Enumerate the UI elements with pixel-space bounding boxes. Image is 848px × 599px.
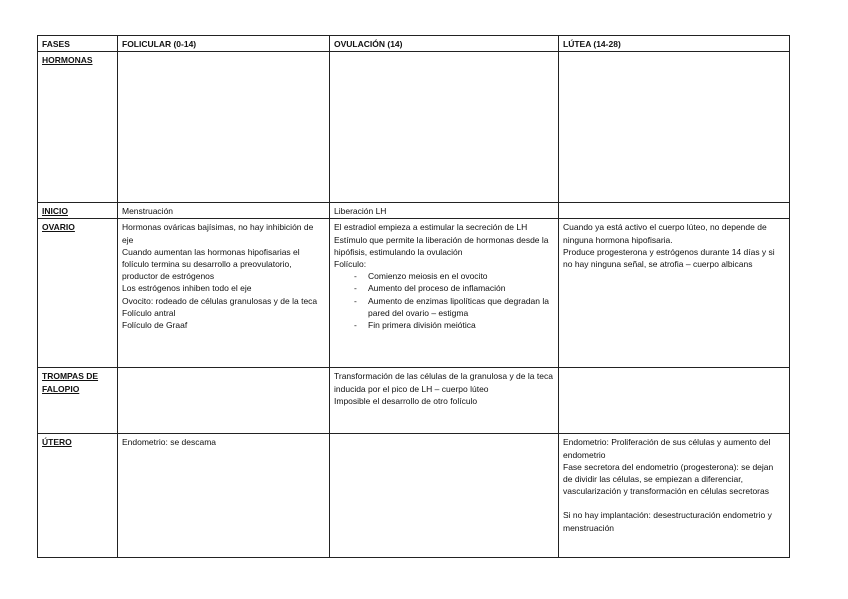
label-trompas: TROMPAS DE FALOPIO: [38, 368, 118, 434]
row-utero: [38, 434, 790, 558]
cell-utero-lutea: [559, 434, 790, 558]
text-line: Cuando aumentan las hormonas hipofisarias el folículo termina su desarrollo a preovulatorio, productor de estrógenos: [122, 246, 300, 282]
text-line: Fase secretora del endometrio (progesterona): se dejan de dividir las células, se empiezan a diferenciar, vascularización y transformación en células secretoras: [563, 461, 774, 497]
text-line: Hormonas ováricas bajísimas, no hay inhibición de eje: [122, 222, 314, 245]
row-trompas: [38, 368, 790, 434]
text-line: Endometrio: Proliferación de sus células y aumento del endometrio: [563, 437, 771, 460]
cell-hormonas-ovulacion: [330, 52, 559, 203]
cell-ovario-folicular: [118, 219, 330, 368]
label-utero: ÚTERO: [38, 434, 118, 558]
header-fases: FASES: [38, 36, 118, 52]
list-item: - Comienzo meiosis en el ovocito: [358, 270, 554, 282]
text-line: Folículo antral: [122, 307, 176, 318]
cell-trompas-folicular: [118, 368, 330, 434]
cell-inicio-lutea: [559, 203, 790, 219]
text-line: Los estrógenos inhiben todo el eje: [122, 283, 252, 294]
header-row: [38, 36, 790, 52]
cell-inicio-folicular: Menstruación: [118, 203, 330, 219]
row-ovario: [38, 219, 790, 368]
foliculo-list: [334, 270, 554, 331]
phases-table: [37, 35, 790, 558]
row-inicio: [38, 203, 790, 219]
text-line: Imposible el desarrollo de otro folículo: [334, 395, 478, 406]
header-ovulacion: OVULACIÓN (14): [330, 36, 559, 52]
cell-inicio-ovulacion: Liberación LH: [330, 203, 559, 219]
cell-hormonas-lutea: [559, 52, 790, 203]
cell-ovario-lutea: [559, 219, 790, 368]
text-line: Transformación de las células de la granulosa y de la teca inducida por el pico de LH – cuerpo lúteo: [334, 371, 553, 394]
text-line: Produce progesterona y estrógenos durante 14 días y si no hay ninguna señal, se atrofia – cuerpo albicans: [563, 246, 775, 270]
cell-ovario-ovulacion: [330, 219, 559, 368]
cell-utero-folicular: Endometrio: se descama: [118, 434, 330, 558]
text-line: El estradiol empieza a estimular la secreción de LH: [334, 222, 528, 233]
text-line: Ovocito: rodeado de células granulosas y de la teca: [122, 295, 318, 306]
text-line: Folículo de Graaf: [122, 320, 188, 331]
cell-utero-ovulacion: [330, 434, 559, 558]
list-item: - Aumento del proceso de inflamación: [358, 282, 554, 294]
cell-trompas-ovulacion: [330, 368, 559, 434]
label-hormonas: HORMONAS: [38, 52, 118, 203]
text-line: Si no hay implantación: desestructuración endometrio y menstruación: [563, 510, 772, 533]
text-line: Folículo:: [334, 259, 367, 270]
text-line: Estímulo que permite la liberación de hormonas desde la hipófisis, estimulando la ovulación: [334, 234, 549, 257]
label-inicio: INICIO: [38, 203, 118, 219]
list-item: - Fin primera división meiótica: [358, 319, 554, 331]
header-lutea: LÚTEA (14-28): [559, 36, 790, 52]
header-folicular: FOLICULAR (0-14): [118, 36, 330, 52]
row-hormonas: [38, 52, 790, 203]
label-ovario: OVARIO: [38, 219, 118, 368]
list-item: - Aumento de enzimas lipolíticas que degradan la pared del ovario – estigma: [358, 295, 554, 319]
cell-hormonas-folicular: [118, 52, 330, 203]
text-line: Cuando ya está activo el cuerpo lúteo, no depende de ninguna hormona hipofisaria.: [563, 222, 767, 245]
cell-trompas-lutea: [559, 368, 790, 434]
